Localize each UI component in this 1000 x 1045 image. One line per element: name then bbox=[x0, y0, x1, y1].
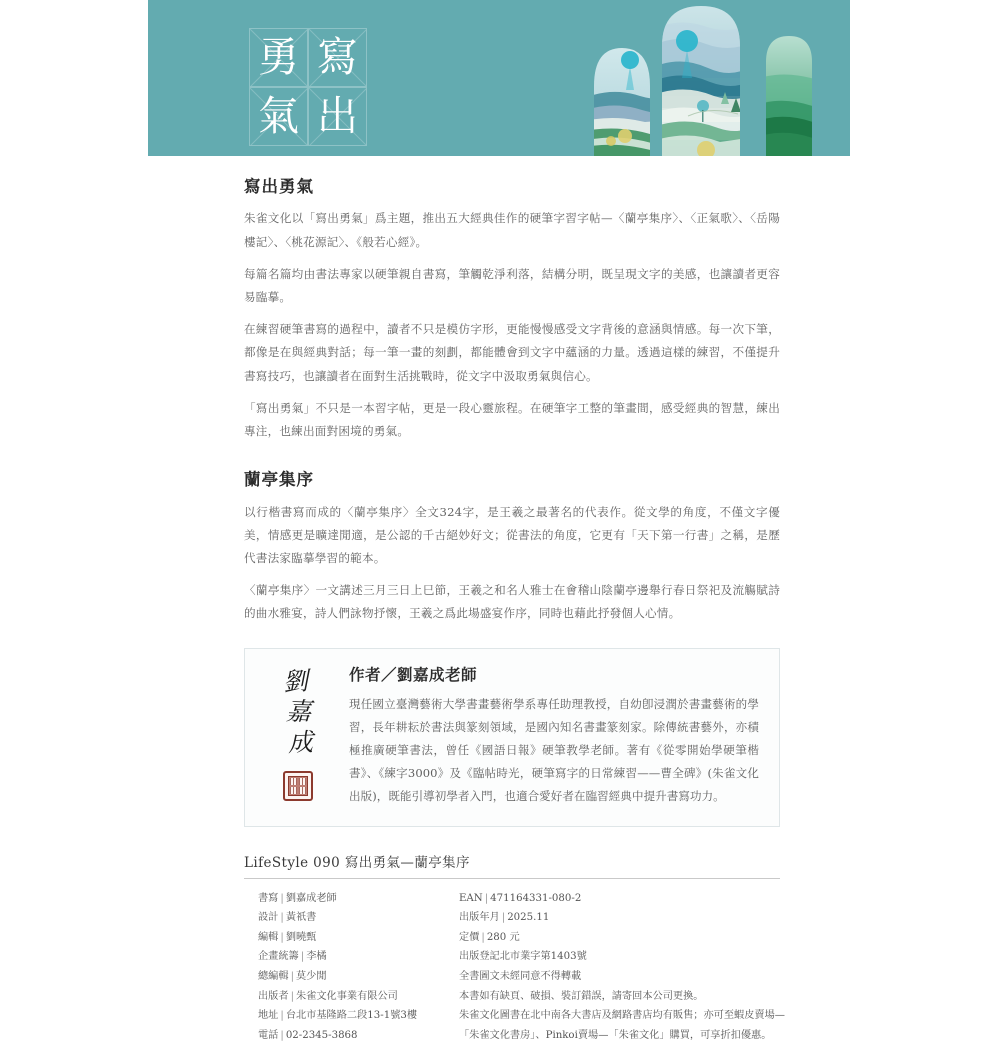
seal-quadrant bbox=[298, 786, 307, 795]
colophon-separator: | bbox=[280, 912, 284, 924]
author-signature-block bbox=[261, 665, 335, 808]
signature-char: 成 bbox=[287, 727, 314, 757]
colophon-value: 全書圖文未經同意不得轉載 bbox=[459, 970, 582, 982]
colophon-value: 劉嘉成老師 bbox=[285, 892, 337, 904]
colophon-footer bbox=[244, 851, 785, 1045]
colophon-row bbox=[258, 987, 459, 1007]
title-grid-cell bbox=[249, 87, 308, 146]
section-2-paragraph: 〈蘭亭集序〉一文講述三月三日上巳節，王羲之和名人雅士在會稽山陰蘭亭邊舉行春日祭祀及流觴賦詩的曲水雅宴，詩人們詠物抒懷，王羲之爲此場盛宴作序，同時也藉此抒發個人心情。 bbox=[244, 583, 780, 621]
colophon-row bbox=[258, 1026, 459, 1045]
colophon-value: 280 元 bbox=[486, 931, 520, 943]
footer-divider bbox=[244, 878, 780, 879]
colophon-row bbox=[258, 889, 459, 909]
book-series-title: LifeStyle 090 寫出勇氣—蘭亭集序 bbox=[244, 854, 470, 871]
colophon-separator: | bbox=[290, 990, 294, 1002]
colophon-separator: | bbox=[280, 931, 284, 943]
title-grid-cell bbox=[249, 28, 308, 87]
colophon-key: 企畫統籌 bbox=[258, 951, 299, 963]
author-biography: 現任國立臺灣藝術大學書畫藝術學系專任助理教授，自幼卽浸潤於書畫藝術的學習，長年耕耘於書法與篆刻領域，是國內知名書畫篆刻家。除傳統書藝外，亦積極推廣硬筆書法，曾任《國語日報》硬筆教學老師。著有《從零開始學硬筆楷書》、《練字3000》及《臨帖時光，硬筆寫字的日常練習——曹全碑》(朱雀文化出版)，既能引導初學者入門，也適合愛好者在臨習經典中提升書寫功力。 bbox=[349, 696, 759, 803]
colophon-value: 朱雀文化圖書在北中南各大書店及網路書店均有販售；亦可至蝦皮賣場— bbox=[459, 1010, 785, 1022]
content-area bbox=[148, 156, 850, 1045]
colophon-value: 「朱雀文化書房」、Pinkoi賣場—「朱雀文化」購買，可享折扣優惠。 bbox=[459, 1029, 772, 1041]
author-name: 作者／劉嘉成老師 bbox=[349, 664, 478, 684]
header-band bbox=[148, 0, 850, 156]
colophon-row bbox=[258, 908, 459, 928]
author-info-box bbox=[244, 648, 780, 827]
colophon-separator: | bbox=[280, 1010, 284, 1022]
section-1-paragraph: 每篇名篇均由書法專家以硬筆親自書寫，筆觸乾淨利落，結構分明，既呈現文字的美感，也讓讀者更容易臨摹。 bbox=[244, 266, 780, 304]
title-char: 氣 bbox=[258, 92, 299, 140]
colophon-key: 總編輯 bbox=[258, 970, 289, 982]
colophon-separator: | bbox=[481, 931, 485, 943]
colophon-row bbox=[258, 967, 459, 987]
colophon-key: 定價 bbox=[459, 931, 480, 943]
colophon-key: 書寫 bbox=[258, 892, 279, 904]
seal-inner-grid bbox=[288, 776, 308, 796]
colophon-row bbox=[258, 1006, 459, 1026]
colophon-key: 地址 bbox=[258, 1010, 279, 1022]
seal-quadrant bbox=[298, 777, 307, 786]
colophon-key: 設計 bbox=[258, 912, 279, 924]
colophon-row bbox=[258, 947, 459, 967]
colophon-separator: | bbox=[280, 892, 284, 904]
colophon-value: 朱雀文化事業有限公司 bbox=[296, 990, 398, 1002]
colophon-row bbox=[459, 1006, 785, 1026]
title-char: 寫 bbox=[317, 33, 358, 81]
colophon-left-column bbox=[244, 889, 459, 1045]
title-grid-cell bbox=[308, 28, 367, 87]
colophon-right-column bbox=[459, 889, 785, 1045]
colophon-row bbox=[258, 928, 459, 948]
colophon-columns bbox=[244, 889, 785, 1045]
colophon-row bbox=[459, 889, 785, 909]
colophon-value: 本書如有缺頁、破損、裝訂錯誤，請寄回本公司更換。 bbox=[459, 990, 704, 1002]
colophon-separator: | bbox=[484, 892, 489, 904]
seal-quadrant bbox=[289, 777, 298, 786]
title-char: 出 bbox=[317, 92, 358, 140]
signature-char: 嘉 bbox=[286, 696, 313, 727]
title-character-grid bbox=[249, 28, 367, 146]
section-1-paragraph: 在練習硬筆書寫的過程中，讀者不只是模仿字形，更能慢慢感受文字背後的意涵與情感。每一次下筆，都像是在與經典對話；每一筆一畫的刻劃，都能體會到文字中蘊涵的力量。透過這樣的練習，不僅提升書寫技巧，也讓讀者在面對生活挑戰時，從文字中汲取勇氣與信心。 bbox=[244, 322, 780, 383]
colophon-row bbox=[459, 947, 785, 967]
colophon-value: 劉曉甄 bbox=[285, 931, 317, 943]
red-square-seal-icon bbox=[283, 771, 313, 801]
colophon-row bbox=[459, 928, 785, 948]
colophon-value: 台北市基隆路二段13-1號3樓 bbox=[285, 1010, 418, 1022]
colophon-separator: | bbox=[280, 1029, 284, 1041]
seal-quadrant bbox=[289, 786, 298, 795]
colophon-value: 471164331-080-2 bbox=[490, 892, 582, 904]
section-1-paragraph: 「寫出勇氣」不只是一本習字帖，更是一段心靈旅程。在硬筆字工整的筆畫間，感受經典的智慧，練出專注，也練出面對困境的勇氣。 bbox=[244, 400, 780, 438]
author-text-block bbox=[349, 665, 759, 808]
colophon-value: 2025.11 bbox=[507, 912, 550, 924]
colophon-key: 編輯 bbox=[258, 931, 279, 943]
colophon-value: 02-2345-3868 bbox=[285, 1029, 358, 1041]
colophon-row bbox=[459, 967, 785, 987]
colophon-row bbox=[459, 987, 785, 1007]
colophon-value: 李橘 bbox=[306, 951, 327, 963]
colophon-row bbox=[459, 1026, 785, 1045]
colophon-value: 莫少閒 bbox=[296, 970, 327, 982]
colophon-value: 出版登記北市業字第1403號 bbox=[459, 951, 587, 963]
colophon-key: 電話 bbox=[258, 1029, 279, 1041]
colophon-value: 黃祇書 bbox=[285, 912, 317, 924]
colophon-key: EAN bbox=[459, 892, 483, 904]
colophon-row bbox=[459, 908, 785, 928]
section-1-paragraph: 朱雀文化以「寫出勇氣」爲主題，推出五大經典佳作的硬筆字習字帖—〈蘭亭集序〉、〈正氣歌〉、〈岳陽樓記〉、〈桃花源記〉、《般若心經》。 bbox=[244, 211, 780, 249]
section-title-2: 蘭亭集序 bbox=[244, 470, 314, 490]
colophon-key: 出版者 bbox=[258, 990, 289, 1002]
title-char: 勇 bbox=[258, 33, 299, 81]
colophon-separator: | bbox=[300, 951, 305, 963]
section-title-1: 寫出勇氣 bbox=[244, 177, 314, 196]
colophon-separator: | bbox=[501, 912, 506, 924]
signature-char: 劉 bbox=[282, 665, 310, 697]
title-grid-cell bbox=[308, 87, 367, 146]
colophon-separator: | bbox=[290, 970, 294, 982]
section-2-paragraph: 以行楷書寫而成的〈蘭亭集序〉全文324字，是王羲之最著名的代表作。從文學的角度，不僅文字優美，情感更是曠達閒適，是公認的千古絕妙好文；從書法的角度，它更有「天下第一行書」之稱，是歷代書法家臨摹學習的範本。 bbox=[244, 504, 780, 565]
calligraphy-signature bbox=[282, 665, 314, 759]
watercolor-mountain-landscape-illustration bbox=[560, 0, 850, 156]
colophon-key: 出版年月 bbox=[459, 912, 500, 924]
